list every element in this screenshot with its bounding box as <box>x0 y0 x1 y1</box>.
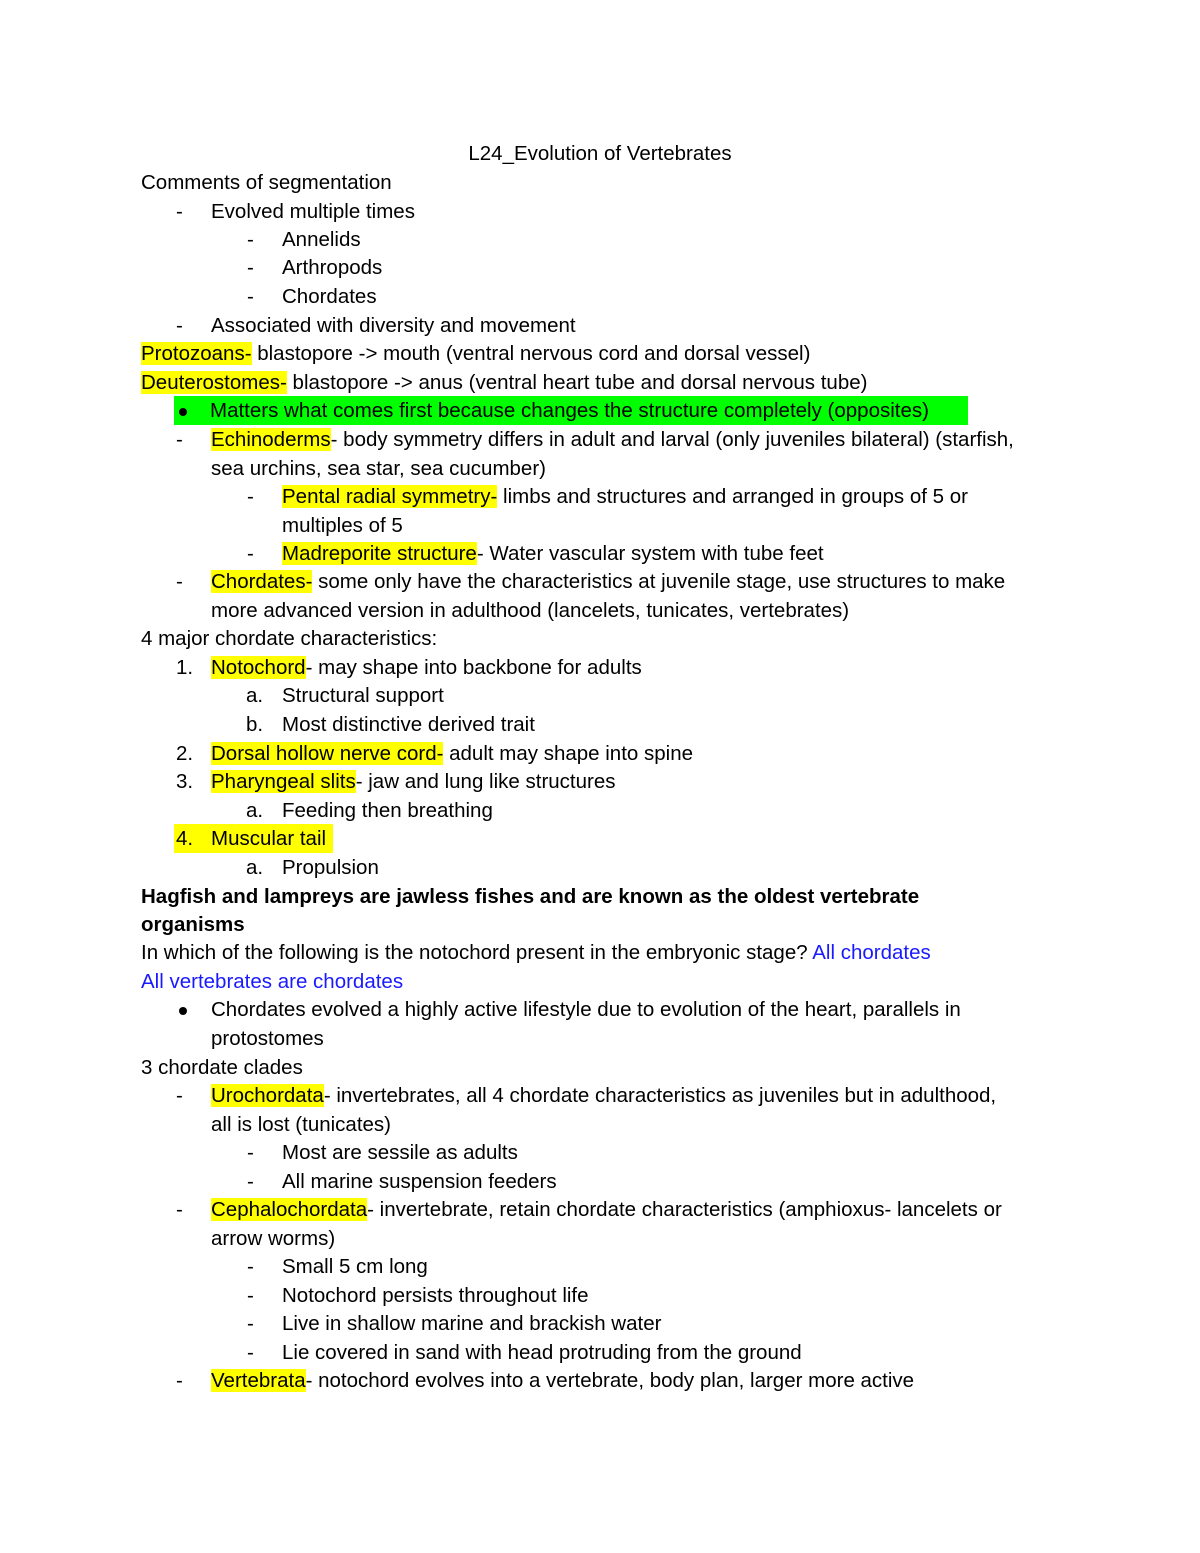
madreporite-line <box>282 539 824 568</box>
annelids-item: Annelids <box>282 228 361 251</box>
pental-text-cont: multiples of 5 <box>282 514 403 537</box>
dash-marker: - <box>247 285 254 308</box>
pental-line <box>282 482 968 511</box>
hagfish-line: Hagfish and lampreys are jawless fishes and are known as the oldest vertebrate <box>141 885 920 908</box>
madreporite-text: - Water vascular system with tube feet <box>476 542 824 565</box>
question-text: In which of the following is the notochord present in the embryonic stage? <box>141 941 813 964</box>
muscular-term: Muscular tail <box>211 827 327 850</box>
list-number: 3. <box>176 770 194 793</box>
dash-marker: - <box>247 485 254 508</box>
sand-item: Lie covered in sand with head protruding from the ground <box>282 1341 802 1364</box>
shallow-item: Live in shallow marine and brackish water <box>282 1312 662 1335</box>
madreporite-term: Madreporite structure <box>282 542 477 565</box>
bullet-icon <box>179 408 187 416</box>
pharyngeal-line <box>211 767 616 796</box>
dorsal-text: adult may shape into spine <box>443 742 694 765</box>
characteristics-heading: 4 major chordate characteristics: <box>141 627 438 650</box>
hagfish-line-cont: organisms <box>141 913 245 936</box>
dorsal-line <box>211 739 693 768</box>
distinctive-item: Most distinctive derived trait <box>282 713 535 736</box>
cephalochordata-line <box>211 1195 1002 1224</box>
notochord-text: - may shape into backbone for adults <box>305 656 642 679</box>
vertebrata-term: Vertebrata <box>211 1369 306 1392</box>
chordates-def-text-cont: more advanced version in adulthood (lancelets, tunicates, vertebrates) <box>211 599 850 622</box>
associated-item: Associated with diversity and movement <box>211 314 576 337</box>
pental-text: limbs and structures and arranged in groups of 5 or <box>497 485 968 508</box>
cephalochordata-term: Cephalochordata <box>211 1198 368 1221</box>
chordates-def-term: Chordates- <box>211 570 313 593</box>
dash-marker: - <box>247 1341 254 1364</box>
feeding-item: Feeding then breathing <box>282 799 493 822</box>
protozoans-term: Protozoans- <box>141 342 252 365</box>
dash-marker: - <box>247 228 254 251</box>
dash-marker: - <box>176 1369 183 1392</box>
dash-marker: - <box>247 1255 254 1278</box>
dash-marker: - <box>247 256 254 279</box>
chordates-item: Chordates <box>282 285 377 308</box>
dash-marker: - <box>176 200 183 223</box>
chordates-def-line <box>211 567 1005 596</box>
echinoderms-term: Echinoderms <box>211 428 331 451</box>
pharyngeal-term: Pharyngeal slits <box>211 770 356 793</box>
list-letter: a. <box>246 799 264 822</box>
question-line <box>141 938 931 967</box>
cephalochordata-text-cont: arrow worms) <box>211 1227 336 1250</box>
list-letter: a. <box>246 684 264 707</box>
structural-item: Structural support <box>282 684 444 707</box>
marine-item: All marine suspension feeders <box>282 1170 557 1193</box>
matters-line <box>174 396 968 425</box>
notochord-term: Notochord <box>211 656 306 679</box>
dash-marker: - <box>176 1198 183 1221</box>
segmentation-heading: Comments of segmentation <box>141 171 392 194</box>
vertebrata-text: - notochord evolves into a vertebrate, body plan, larger more active <box>305 1369 915 1392</box>
cephalochordata-text: - invertebrate, retain chordate characteristics (amphioxus- lancelets or <box>367 1198 1002 1221</box>
pharyngeal-text: - jaw and lung like structures <box>355 770 616 793</box>
arthropods-item: Arthropods <box>282 256 383 279</box>
deuterostomes-term: Deuterostomes- <box>141 371 287 394</box>
protozoans-line <box>141 339 810 368</box>
vertebrata-line <box>211 1366 914 1395</box>
dorsal-term: Dorsal hollow nerve cord- <box>211 742 444 765</box>
list-number: 2. <box>176 742 194 765</box>
dash-marker: - <box>247 1170 254 1193</box>
dash-marker: - <box>176 314 183 337</box>
dash-marker: - <box>176 1084 183 1107</box>
list-number: 4. <box>176 827 194 850</box>
clades-heading: 3 chordate clades <box>141 1056 303 1079</box>
sessile-item: Most are sessile as adults <box>282 1141 518 1164</box>
echinoderms-line <box>211 425 1014 454</box>
dash-marker: - <box>247 1284 254 1307</box>
urochordata-text-cont: all is lost (tunicates) <box>211 1113 392 1136</box>
list-letter: b. <box>246 713 264 736</box>
dash-marker: - <box>176 570 183 593</box>
question-answer: All chordates <box>812 941 931 964</box>
urochordata-line <box>211 1081 996 1110</box>
bullet-marker <box>179 995 187 1024</box>
lifestyle-line-cont: protostomes <box>211 1027 324 1050</box>
evolved-item: Evolved multiple times <box>211 200 415 223</box>
question-answer-2: All vertebrates are chordates <box>141 970 404 993</box>
urochordata-text: - invertebrates, all 4 chordate characteristics as juveniles but in adulthood, <box>323 1084 997 1107</box>
protozoans-text: blastopore -> mouth (ventral nervous cord and dorsal vessel) <box>251 342 811 365</box>
echinoderms-text-cont: sea urchins, sea star, sea cucumber) <box>211 457 546 480</box>
muscular-line <box>174 824 333 853</box>
chordates-def-text: some only have the characteristics at juvenile stage, use structures to make <box>312 570 1006 593</box>
dash-marker: - <box>247 542 254 565</box>
deuterostomes-text: blastopore -> anus (ventral heart tube and dorsal nervous tube) <box>286 371 868 394</box>
persists-item: Notochord persists throughout life <box>282 1284 589 1307</box>
urochordata-term: Urochordata <box>211 1084 324 1107</box>
list-letter: a. <box>246 856 264 879</box>
dash-marker: - <box>247 1312 254 1335</box>
lifestyle-line: Chordates evolved a highly active lifestyle due to evolution of the heart, parallels in <box>211 998 961 1021</box>
dash-marker: - <box>176 428 183 451</box>
small-item: Small 5 cm long <box>282 1255 428 1278</box>
bullet-icon <box>179 1007 187 1015</box>
document-title: L24_Evolution of Vertebrates <box>468 142 732 165</box>
list-number: 1. <box>176 656 194 679</box>
propulsion-item: Propulsion <box>282 856 379 879</box>
dash-marker: - <box>247 1141 254 1164</box>
deuterostomes-line <box>141 368 867 397</box>
matters-text: Matters what comes first because changes the structure completely (opposites) <box>210 399 929 422</box>
pental-term: Pental radial symmetry- <box>282 485 498 508</box>
notochord-line <box>211 653 642 682</box>
echinoderms-text: - body symmetry differs in adult and larval (only juveniles bilateral) (starfish, <box>330 428 1014 451</box>
